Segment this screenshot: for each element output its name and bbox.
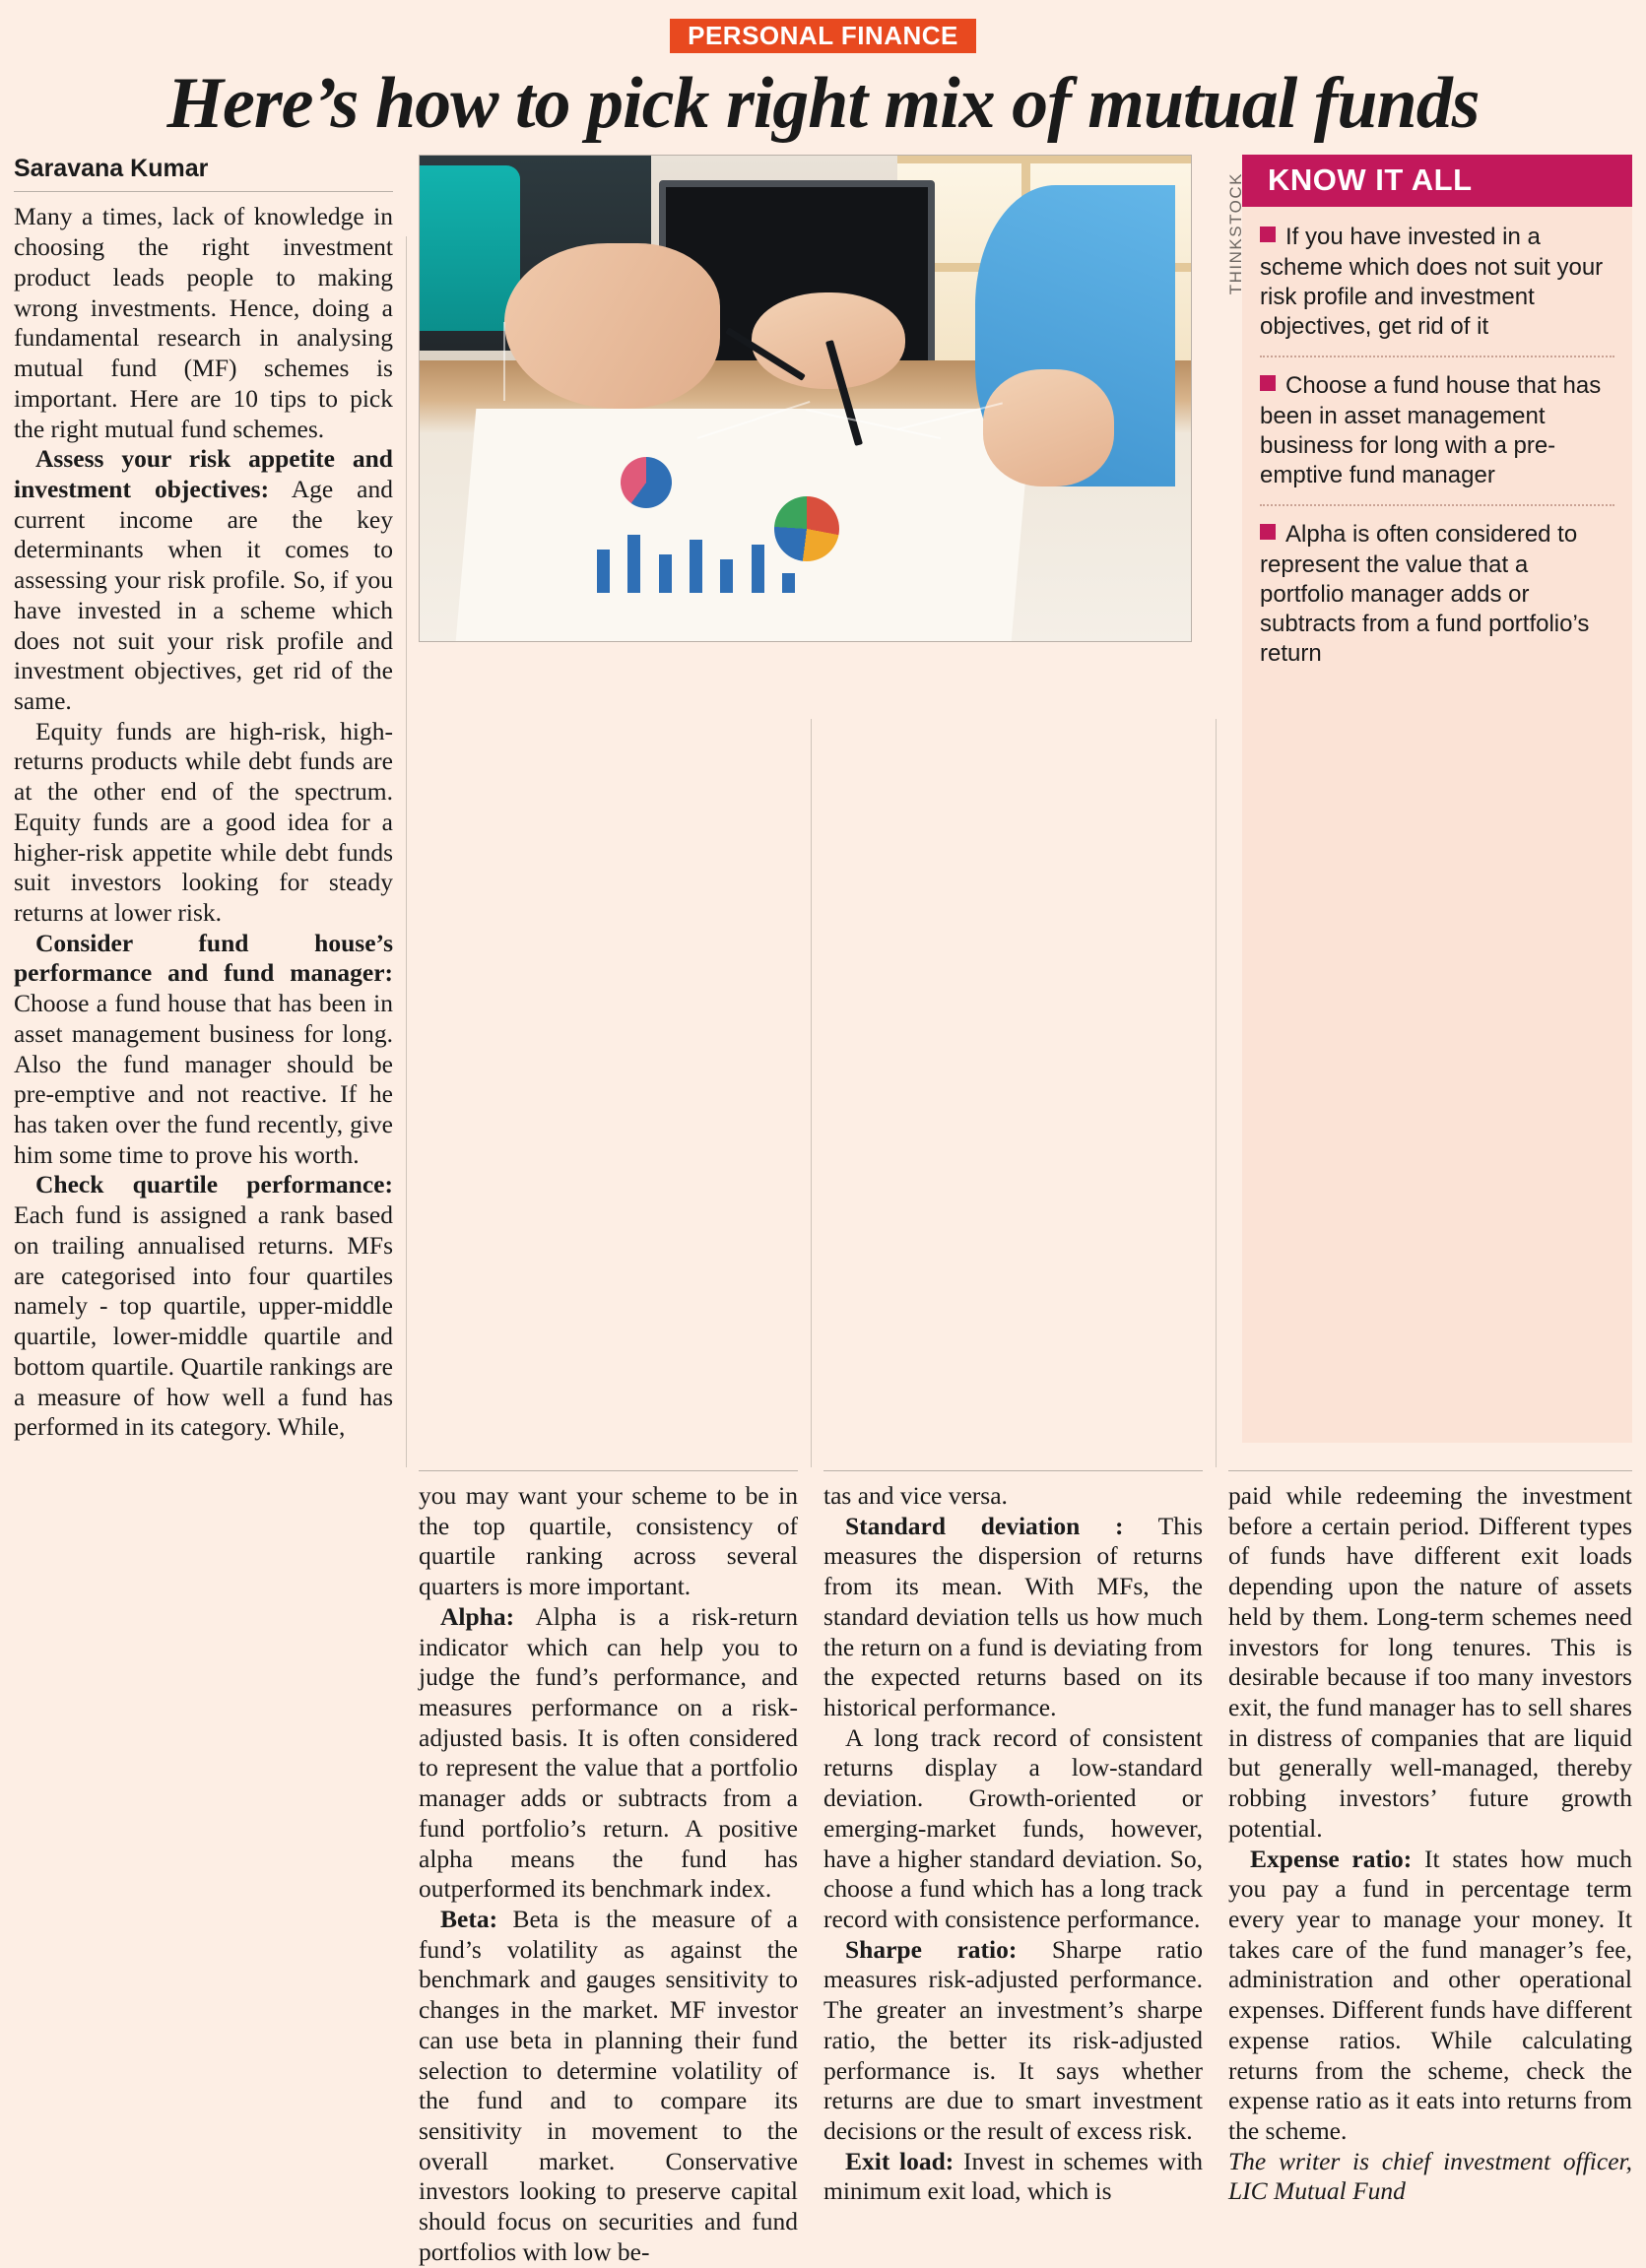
divider [419, 1470, 798, 1471]
paragraph: Alpha: Alpha is a risk-return indicator which can help you to judge the fund’s performance, and measures performance on a risk-adjusted basis. It is often considered to represent the value that a portfolio manager adds or subtracts from a fund portfolio’s return. A positive alpha means the fund has outperformed its benchmark index. [419, 1601, 798, 1904]
lead-in: Standard deviation : [845, 1511, 1124, 1540]
column-divider [1216, 719, 1217, 1467]
bullet-square-icon [1260, 375, 1276, 391]
divider [823, 1470, 1203, 1471]
column-1-spacer [14, 1460, 393, 2268]
paragraph: Sharpe ratio: Sharpe ratio measures risk-adjusted performance. The greater an investment’s sharpe ratio, the better its risk-adjusted performance is. It says whether returns are due to smart investment decisions or the result of excess risk. [823, 1934, 1203, 2146]
lead-in: Consider fund house’s performance and fund manager: [14, 928, 393, 988]
column-3 [823, 1460, 1203, 2268]
lead-in: Exit load: [845, 2146, 955, 2175]
top-section [14, 155, 1632, 1442]
list-item: Alpha is often considered to represent the value that a portfolio manager adds or subtracts from a fund portfolio’s return [1260, 521, 1590, 668]
paragraph: A long track record of consistent returns display a low-standard deviation. Growth-oriented or emerging-market funds, however, have a higher standard deviation. So, choose a fund which has a long track record with consistence performance. [823, 1722, 1203, 1933]
paragraph: Equity funds are high-risk, high-returns products while debt funds are at the other end of the spectrum. Equity funds are a good idea for a higher-risk appetite while debt funds suit investors looking for steady returns at lower risk. [14, 716, 393, 927]
page-title: Here’s how to pick right mix of mutual funds [166, 63, 1480, 144]
paragraph: Standard deviation : This measures the dispersion of returns from its mean. With MFs, the standard deviation tells us how much the return on a fund is deviating from the expected returns based on its historical performance. [823, 1511, 1204, 1721]
lead-in: Alpha: [440, 1601, 515, 1631]
paragraph: Check quartile performance: Each fund is assigned a rank based on trailing annualised returns. MFs are categorised into four quartiles namely - top quartile, upper-middle quartile, lower-middle quartile and bottom quartile. Quartile rankings are a measure of how well a fund has performed in its category. While, [14, 1170, 393, 1442]
lead-in: Beta: [440, 1905, 498, 1933]
list-item: If you have invested in a scheme which does not suit your risk profile and investment objectives, get rid of it [1260, 224, 1604, 341]
kicker-row [14, 18, 1632, 53]
paragraph: Assess your risk appetite and investment objectives: Age and current income are the key determinants when it comes to assessing your risk profile. So, if you have invested in a scheme which does not suit your risk profile and investment objectives, get rid of the same. [14, 444, 393, 715]
paragraph: Many a times, lack of knowledge in choosing the right investment product leads people to making wrong investments. Hence, doing a fundamental research in analysing mutual fund (MF) schemes is important. Here are 10 tips to pick the right mutual fund schemes. [14, 202, 393, 443]
lead-in: Assess your risk appetite and investment objectives: [14, 444, 393, 503]
lead-in: Check quartile performance: [35, 1170, 393, 1199]
column-divider [811, 719, 812, 1467]
list-item: Choose a fund house that has been in asset management business for long with a pre-emptive fund manager [1260, 372, 1602, 489]
paragraph: paid while redeeming the investment before a certain period. Different types of funds have different exit loads depending upon the nature of assets held by them. Long-term schemes need investors for long tenures. This is desirable because if too many investors exit, the fund manager has to sell shares in distress of companies that are liquid but generally well-managed, thereby robbing investors’ future growth potential. [1228, 1480, 1632, 1843]
paragraph: tas and vice versa. [823, 1480, 1008, 1510]
photo-block [419, 155, 1245, 1442]
column-1 [14, 155, 393, 1442]
divider [1260, 504, 1614, 506]
bottom-section [14, 1460, 1632, 2268]
lead-in: Sharpe ratio: [845, 1934, 1018, 1964]
byline-divider [14, 191, 393, 192]
bullet-square-icon [1260, 524, 1276, 540]
paragraph: Exit load: Invest in schemes with minimum exit load, which is [823, 2146, 1204, 2206]
paragraph: Consider fund house’s performance and fund manager: Choose a fund house that has been in asset management business for long. Also the fund manager should be pre-emptive and not reactive. If he has taken over the fund recently, give him some time to prove his worth. [14, 928, 393, 1169]
know-it-all-title: KNOW IT ALL [1242, 155, 1632, 207]
article-photo [419, 155, 1192, 642]
photo-credit: THINKSTOCK [1226, 172, 1245, 295]
paragraph: you may want your scheme to be in the top quartile, consistency of quartile ranking across several quarters is more important. [419, 1480, 798, 1601]
paragraph: Expense ratio: It states how much you pay a fund in percentage term every year to manage your money. It takes care of the fund manager’s fee, administration and other operational expenses. Different funds have different expense ratios. While calculating returns from the scheme, check the expense ratio as it eats into returns from the scheme. [1228, 1844, 1632, 2146]
paragraph: Beta: Beta is the measure of a fund’s volatility as against the benchmark and gauges sensitivity to changes in the market. MF investor can use beta in planning their fund selection to determine volatility of the fund and to compare its sensitivity in movement to the overall market. Conservative investors looking to preserve capital should focus on securities and fund portfolios with low be- [419, 1905, 798, 2266]
know-it-all-body [1242, 207, 1632, 692]
know-it-all-box [1242, 155, 1632, 1442]
bullet-square-icon [1260, 227, 1276, 242]
lead-in: Expense ratio: [1250, 1844, 1413, 1873]
column-2 [419, 1460, 798, 2268]
section-kicker: PERSONAL FINANCE [670, 19, 976, 53]
column-4 [1228, 1460, 1632, 2268]
column-divider [406, 236, 407, 1467]
divider [1260, 356, 1614, 357]
writer-credit: The writer is chief investment officer, LIC Mutual Fund [1228, 2146, 1632, 2206]
byline: Saravana Kumar [14, 155, 209, 183]
divider [1228, 1470, 1632, 1471]
